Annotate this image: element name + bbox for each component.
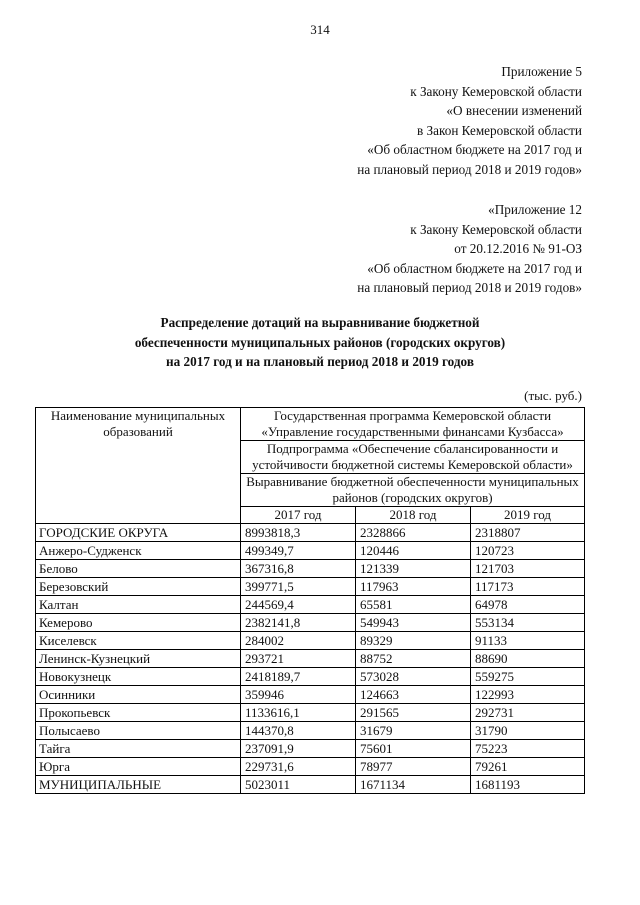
- row-name: Новокузнецк: [36, 668, 241, 686]
- row-name: Прокопьевск: [36, 704, 241, 722]
- table-row: [36, 740, 585, 758]
- row-value-2019: 1681193: [471, 776, 585, 794]
- row-name: Юрга: [36, 758, 241, 776]
- row-name: Кемерово: [36, 614, 241, 632]
- row-value-2017: 284002: [241, 632, 356, 650]
- row-value-2017: 1133616,1: [241, 704, 356, 722]
- document-title: [40, 313, 600, 372]
- row-value-2019: 120723: [471, 542, 585, 560]
- appendix-5-line: Приложение 5: [501, 64, 582, 79]
- appendix-5-note: [357, 62, 582, 180]
- row-name: Осинники: [36, 686, 241, 704]
- row-value-2019: 553134: [471, 614, 585, 632]
- row-value-2018: 291565: [356, 704, 471, 722]
- table-row: [36, 524, 585, 542]
- row-value-2019: 64978: [471, 596, 585, 614]
- row-value-2017: 229731,6: [241, 758, 356, 776]
- title-line: Распределение дотаций на выравнивание бюджетной: [160, 315, 480, 330]
- table-row: [36, 686, 585, 704]
- appendix-5-line: в Закон Кемеровской области: [417, 122, 582, 138]
- appendix-12-line: к Закону Кемеровской области: [410, 221, 582, 237]
- row-name: Анжеро-Судженск: [36, 542, 241, 560]
- row-value-2017: 144370,8: [241, 722, 356, 740]
- table-row: [36, 632, 585, 650]
- row-value-2019: 559275: [471, 668, 585, 686]
- row-value-2017: 367316,8: [241, 560, 356, 578]
- row-value-2018: 31679: [356, 722, 471, 740]
- row-value-2018: 121339: [356, 560, 471, 578]
- row-value-2019: 122993: [471, 686, 585, 704]
- appendix-12-line: на плановый период 2018 и 2019 годов»: [357, 280, 582, 296]
- header-year-2018: 2018 год: [356, 507, 471, 524]
- row-name: Калтан: [36, 596, 241, 614]
- row-name: ГОРОДСКИЕ ОКРУГА: [36, 524, 241, 542]
- row-name: Белово: [36, 560, 241, 578]
- row-name: Киселевск: [36, 632, 241, 650]
- table-row: [36, 722, 585, 740]
- row-name: МУНИЦИПАЛЬНЫЕ: [36, 776, 241, 794]
- header-program: Государственная программа Кемеровской области «Управление государственными финансами Кузбасса»: [241, 408, 585, 441]
- row-value-2017: 237091,9: [241, 740, 356, 758]
- row-value-2019: 292731: [471, 704, 585, 722]
- row-value-2018: 88752: [356, 650, 471, 668]
- table-row: [36, 776, 585, 794]
- row-value-2019: 88690: [471, 650, 585, 668]
- appendix-5-line: «О внесении изменений: [446, 103, 582, 119]
- row-value-2019: 75223: [471, 740, 585, 758]
- row-value-2018: 124663: [356, 686, 471, 704]
- row-value-2018: 65581: [356, 596, 471, 614]
- table-row: [36, 614, 585, 632]
- appendix-12-line: «Об областном бюджете на 2017 год и: [367, 260, 582, 276]
- header-year-2019: 2019 год: [471, 507, 585, 524]
- table-row: [36, 560, 585, 578]
- table-row: [36, 650, 585, 668]
- appendix-12-line: «Приложение 12: [488, 202, 582, 217]
- row-name: Тайга: [36, 740, 241, 758]
- table-row: [36, 758, 585, 776]
- row-value-2017: 499349,7: [241, 542, 356, 560]
- appendix-5-line: на плановый период 2018 и 2019 годов»: [357, 161, 582, 177]
- row-value-2017: 399771,5: [241, 578, 356, 596]
- row-value-2019: 2318807: [471, 524, 585, 542]
- row-name: Ленинск-Кузнецкий: [36, 650, 241, 668]
- title-line: на 2017 год и на плановый период 2018 и 2019 годов: [166, 354, 474, 370]
- row-value-2018: 89329: [356, 632, 471, 650]
- row-value-2019: 117173: [471, 578, 585, 596]
- table-row: [36, 578, 585, 596]
- appendix-12-line: от 20.12.2016 № 91-ОЗ: [454, 241, 582, 257]
- row-value-2017: 5023011: [241, 776, 356, 794]
- appendix-5-line: «Об областном бюджете на 2017 год и: [367, 142, 582, 158]
- row-value-2019: 79261: [471, 758, 585, 776]
- row-value-2017: 293721: [241, 650, 356, 668]
- header-name: Наименование муниципальных образований: [36, 408, 241, 524]
- appendix-5-line: к Закону Кемеровской области: [410, 83, 582, 99]
- row-name: Полысаево: [36, 722, 241, 740]
- row-value-2019: 121703: [471, 560, 585, 578]
- row-value-2018: 120446: [356, 542, 471, 560]
- row-value-2018: 549943: [356, 614, 471, 632]
- header-subprogram: Подпрограмма «Обеспечение сбалансированности и устойчивости бюджетной системы Кемеровской области»: [241, 441, 585, 474]
- row-value-2018: 1671134: [356, 776, 471, 794]
- row-value-2017: 244569,4: [241, 596, 356, 614]
- unit-label: (тыс. руб.): [524, 388, 582, 403]
- page-number: 314: [310, 22, 330, 37]
- row-value-2017: 8993818,3: [241, 524, 356, 542]
- row-name: Березовский: [36, 578, 241, 596]
- table-row: [36, 596, 585, 614]
- row-value-2019: 91133: [471, 632, 585, 650]
- table-row: [36, 542, 585, 560]
- title-line: обеспеченности муниципальных районов (городских округов): [134, 334, 506, 350]
- row-value-2017: 2418189,7: [241, 668, 356, 686]
- row-value-2018: 117963: [356, 578, 471, 596]
- row-value-2017: 359946: [241, 686, 356, 704]
- header-measure: Выравнивание бюджетной обеспеченности муниципальных районов (городских округов): [241, 474, 585, 507]
- table-row: [36, 704, 585, 722]
- subsidy-table: [35, 407, 585, 794]
- table-row: [36, 668, 585, 686]
- row-value-2019: 31790: [471, 722, 585, 740]
- row-value-2017: 2382141,8: [241, 614, 356, 632]
- row-value-2018: 75601: [356, 740, 471, 758]
- row-value-2018: 2328866: [356, 524, 471, 542]
- row-value-2018: 78977: [356, 758, 471, 776]
- appendix-12-note: [357, 200, 582, 298]
- row-value-2018: 573028: [356, 668, 471, 686]
- header-year-2017: 2017 год: [241, 507, 356, 524]
